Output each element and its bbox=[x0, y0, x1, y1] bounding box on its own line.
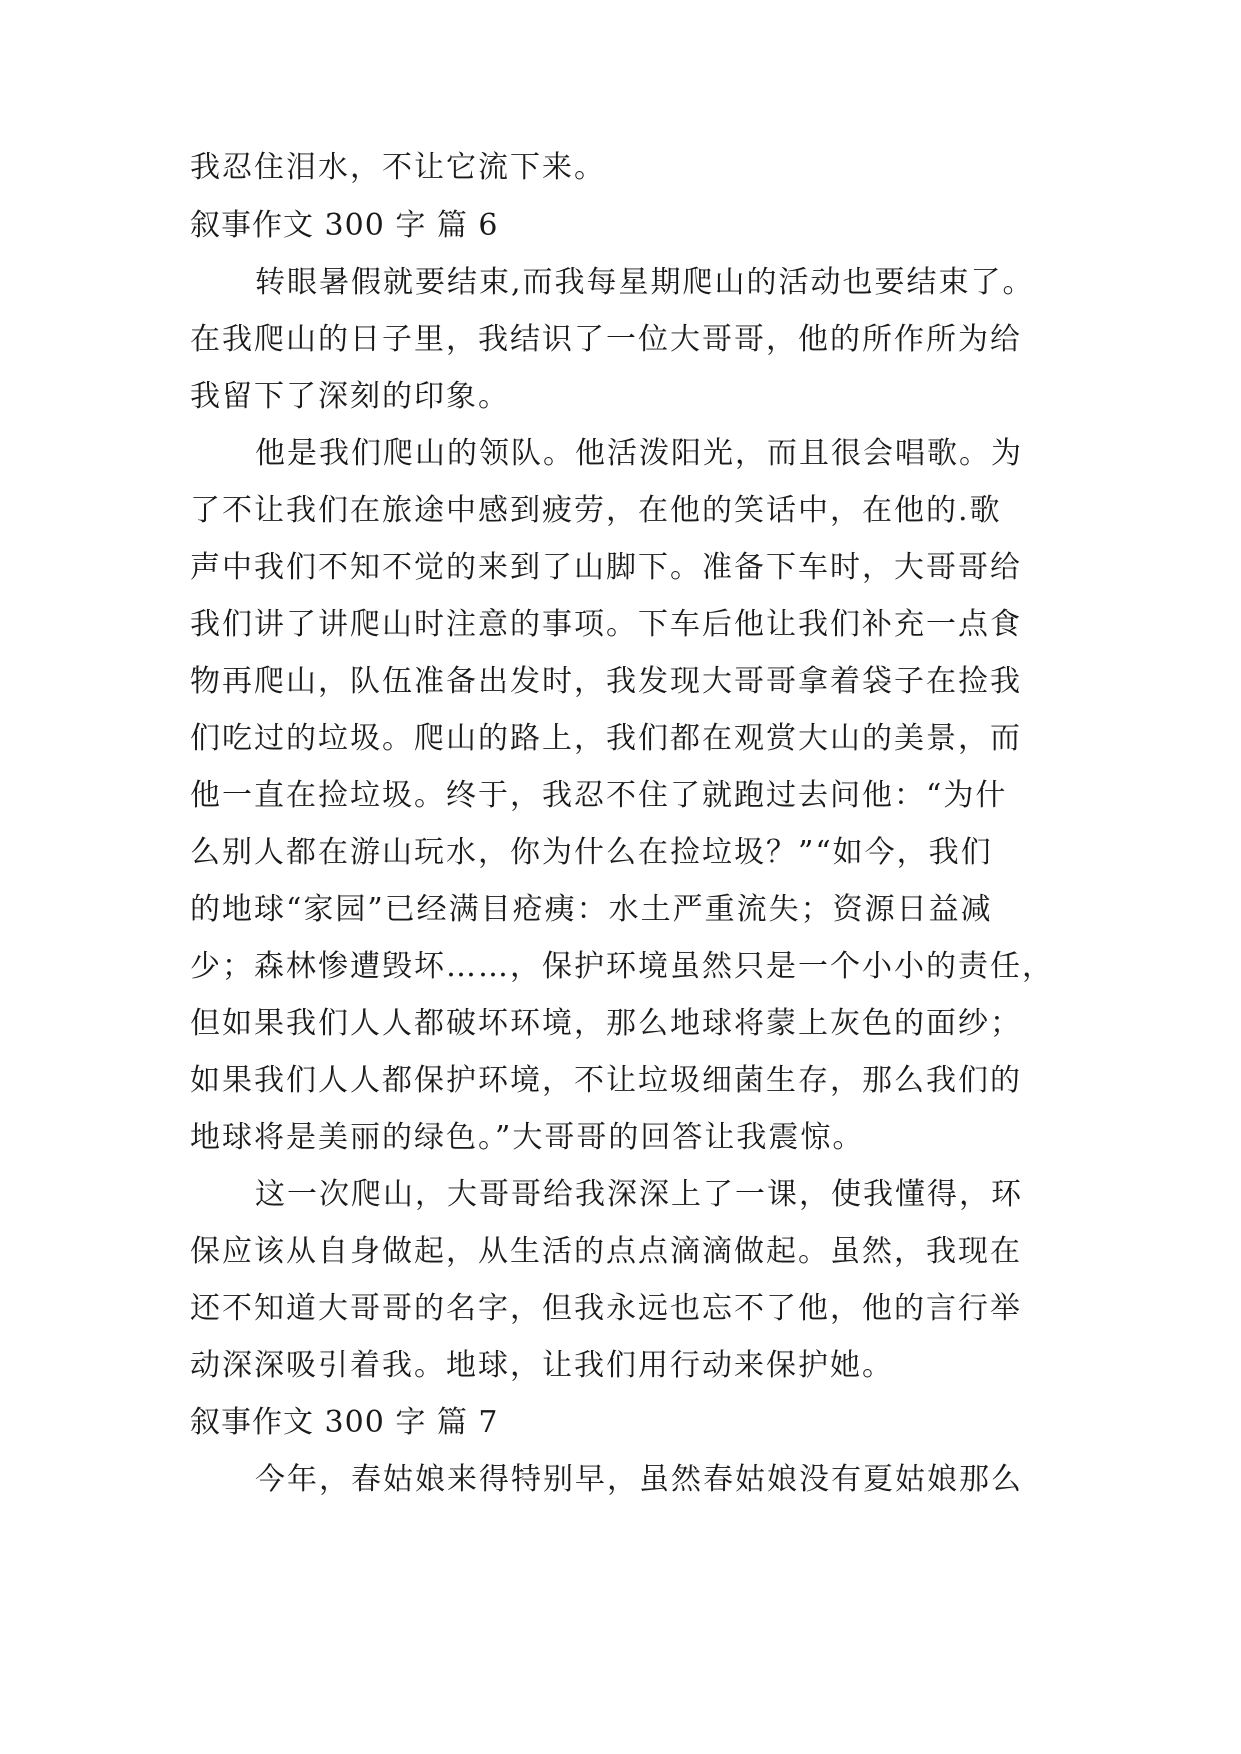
paragraph-line: 我们讲了讲爬山时注意的事项。下车后他让我们补充一点食 bbox=[190, 607, 1022, 642]
paragraph-line: 如果我们人人都保护环境，不让垃圾细菌生存，那么我们的 bbox=[190, 1063, 1022, 1098]
paragraph-line: 的地球“家园”已经满目疮痍：水土严重流失；资源日益减 bbox=[190, 892, 993, 927]
paragraph-line: 地球将是美丽的绿色。”大哥哥的回答让我震惊。 bbox=[190, 1120, 865, 1155]
paragraph-line: 他是我们爬山的领队。他活泼阳光，而且很会唱歌。为 bbox=[255, 436, 1023, 471]
paragraph-line: 我留下了深刻的印象。 bbox=[190, 379, 510, 414]
section-heading: 叙事作文 300 字 篇 6 bbox=[190, 208, 499, 243]
paragraph-line: 声中我们不知不觉的来到了山脚下。准备下车时，大哥哥给 bbox=[190, 550, 1022, 585]
paragraph-line: 在我爬山的日子里，我结识了一位大哥哥，他的所作所为给 bbox=[190, 322, 1022, 357]
paragraph-line: 少；森林惨遭毁坏……，保护环境虽然只是一个小小的责任， bbox=[190, 949, 1054, 984]
paragraph-line: 这一次爬山，大哥哥给我深深上了一课，使我懂得，环 bbox=[255, 1177, 1023, 1212]
paragraph-line: 但如果我们人人都破坏环境，那么地球将蒙上灰色的面纱； bbox=[190, 1006, 1022, 1041]
paragraph-line: 么别人都在游山玩水，你为什么在捡垃圾？”“如今，我们 bbox=[190, 835, 993, 870]
paragraph-line: 转眼暑假就要结束,而我每星期爬山的活动也要结束了。 bbox=[255, 265, 1035, 300]
paragraph-line: 他一直在捡垃圾。终于，我忍不住了就跑过去问他：“为什 bbox=[190, 778, 1008, 813]
paragraph-line: 保应该从自身做起，从生活的点点滴滴做起。虽然，我现在 bbox=[190, 1234, 1022, 1269]
paragraph-line: 动深深吸引着我。地球，让我们用行动来保护她。 bbox=[190, 1348, 894, 1383]
paragraph-line: 们吃过的垃圾。爬山的路上，我们都在观赏大山的美景，而 bbox=[190, 721, 1022, 756]
paragraph-line: 了不让我们在旅途中感到疲劳，在他的笑话中，在他的.歌 bbox=[190, 493, 1002, 528]
text-line: 我忍住泪水，不让它流下来。 bbox=[190, 150, 606, 185]
section-heading: 叙事作文 300 字 篇 7 bbox=[190, 1405, 499, 1440]
paragraph-line: 还不知道大哥哥的名字，但我永远也忘不了他，他的言行举 bbox=[190, 1291, 1022, 1326]
paragraph-line: 今年，春姑娘来得特别早，虽然春姑娘没有夏姑娘那么 bbox=[255, 1462, 1023, 1497]
paragraph-line: 物再爬山，队伍准备出发时，我发现大哥哥拿着袋子在捡我 bbox=[190, 664, 1022, 699]
